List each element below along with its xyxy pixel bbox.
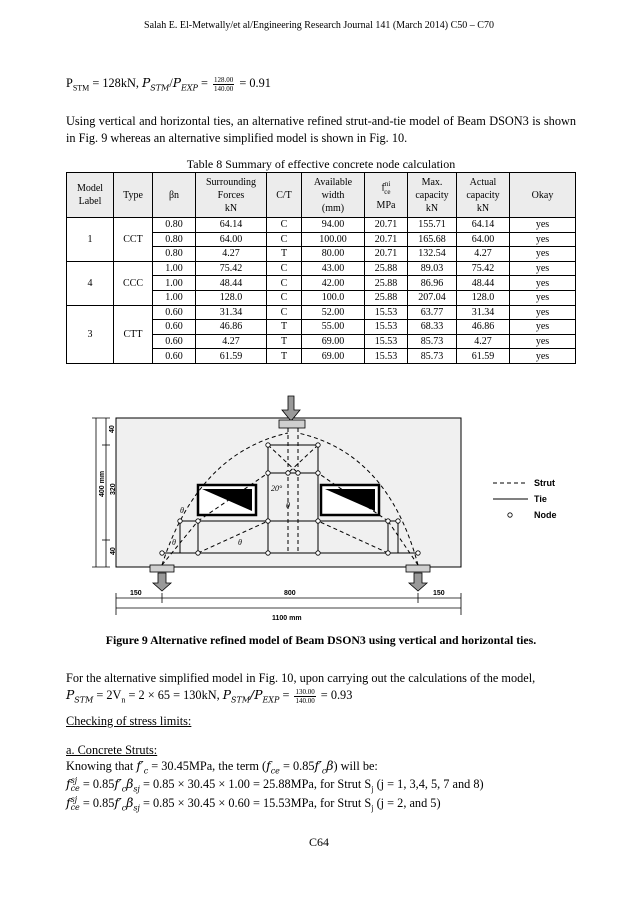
table-cell: 25.88	[365, 261, 408, 276]
svg-text:800: 800	[284, 590, 296, 597]
table-cell: 68.33	[408, 320, 457, 335]
svg-text:θ: θ	[180, 506, 184, 515]
checking-heading: Checking of stress limits:	[66, 714, 192, 728]
table-cell: 69.00	[302, 349, 365, 364]
header-max-capacity: Max. capacity kN	[408, 173, 457, 218]
table-cell: 0.60	[153, 334, 196, 349]
table-cell: 20.71	[365, 232, 408, 247]
table-cell: 55.00	[302, 320, 365, 335]
concrete-struts-heading: a. Concrete Struts:	[66, 743, 158, 757]
table-cell: 64.00	[457, 232, 510, 247]
table-cell: 4.27	[457, 334, 510, 349]
legend-tie: Tie	[534, 494, 547, 504]
paragraph-alternative-model: Using vertical and horizontal ties, an alternative refined strut-and-tie model of Beam DSON3 is shown in Fig. 9 whereas an alternative simplified model is shown in Fig. 10.	[66, 114, 576, 145]
svg-text:150: 150	[130, 590, 142, 597]
table-cell: C	[267, 232, 302, 247]
equation-fce-a: f sj ce = $0.85f'_c\beta_{sj} = 0.85 \times 30.45 \times 1.00 = 25.88MPa$, for Strut $S_j$ (j = 1, 3,4, 5, 7 and 8)	[66, 776, 484, 794]
table-cell: 25.88	[365, 290, 408, 305]
table-cell: 46.86	[457, 320, 510, 335]
header-forces: Surrounding Forces kN	[196, 173, 267, 218]
cell-type: CCC	[114, 261, 153, 305]
table-cell: C	[267, 261, 302, 276]
table-cell: 1.00	[153, 290, 196, 305]
table-cell: T	[267, 334, 302, 349]
table-row	[67, 305, 576, 320]
header-model-label: Model Label	[67, 173, 114, 218]
table-cell: 128.0	[457, 290, 510, 305]
table-cell: C	[267, 276, 302, 291]
table-cell: 4.27	[196, 247, 267, 262]
table-caption: Table 8 Summary of effective concrete node calculation	[186, 157, 456, 171]
table-cell: 89.03	[408, 261, 457, 276]
table-cell: 94.00	[302, 218, 365, 233]
table-cell: 64.14	[196, 218, 267, 233]
table-cell: 207.04	[408, 290, 457, 305]
table-cell: yes	[510, 305, 576, 320]
table-cell: T	[267, 247, 302, 262]
table-cell: 75.42	[457, 261, 510, 276]
svg-text:20°: 20°	[271, 484, 283, 493]
figure-9-strut-tie-model	[88, 393, 570, 628]
equation-fce-b: f sj ce = $0.85f'_c\beta_{sj} = 0.85 \times 30.45 \times 0.60 = 15.53MPa$, for Strut $S_j$ (j = 2, and 5)	[66, 795, 441, 813]
header-actual-capacity: Actual capacity kN	[457, 173, 510, 218]
table-cell: 64.00	[196, 232, 267, 247]
table-cell: 0.60	[153, 305, 196, 320]
svg-text:40: 40	[110, 547, 117, 555]
table-cell: 15.53	[365, 334, 408, 349]
support-arrow-right	[409, 573, 427, 591]
table-cell: 61.59	[196, 349, 267, 364]
svg-text:θ: θ	[238, 538, 242, 547]
table-cell: C	[267, 218, 302, 233]
table-cell: 0.80	[153, 247, 196, 262]
table-cell: 46.86	[196, 320, 267, 335]
table-cell: yes	[510, 349, 576, 364]
page-number: C64	[308, 835, 329, 849]
table-cell: 52.00	[302, 305, 365, 320]
legend-node: Node	[534, 510, 557, 520]
load-plate	[279, 420, 305, 428]
table-cell: 25.88	[365, 276, 408, 291]
paragraph-simplified-model: For the alternative simplified model in Fig. 10, upon carrying out the calculations of the model, $P_{STM} = 2V_n = 2 \times 65 = 130kN$, $P_{STM}/P_{EXP}$ = $\frac{130.00}{140.00}$ = 0.93	[66, 671, 536, 705]
table-cell: 4.27	[196, 334, 267, 349]
table-cell: 61.59	[457, 349, 510, 364]
svg-text:150: 150	[433, 590, 445, 597]
header-ct: C/T	[267, 173, 302, 218]
table-cell: 100.00	[302, 232, 365, 247]
table-cell: T	[267, 349, 302, 364]
table-cell: 15.53	[365, 320, 408, 335]
table-cell: 75.42	[196, 261, 267, 276]
table-cell: 85.73	[408, 334, 457, 349]
support-arrow-left	[153, 573, 171, 591]
running-head: Salah E. El-Metwally/et al/Engineering Research Journal 141 (March 2014) C50 – C70	[144, 20, 494, 31]
table-cell: yes	[510, 320, 576, 335]
svg-text:θ: θ	[172, 538, 176, 547]
svg-text:1100 mm: 1100 mm	[272, 615, 302, 622]
table-cell: C	[267, 290, 302, 305]
table-cell: yes	[510, 218, 576, 233]
table-cell: 48.44	[196, 276, 267, 291]
header-okay: Okay	[510, 173, 576, 218]
svg-text:40: 40	[109, 425, 116, 433]
svg-text:400 mm: 400 mm	[99, 470, 106, 497]
table-cell: 42.00	[302, 276, 365, 291]
table-cell: yes	[510, 261, 576, 276]
equation-pstm-ratio: $P_{STM} = 128kN$, $P_{STM}/P_{EXP}$ = $\frac{128.00}{140.00}$ = 0.91	[66, 75, 271, 93]
table-cell: 0.80	[153, 218, 196, 233]
header-fce: $f^{ni}_{ce}$ MPa	[365, 173, 408, 218]
support-plate-left	[150, 565, 174, 572]
node-calculation-table	[66, 172, 576, 364]
cell-model-label: 4	[67, 261, 114, 305]
table-cell: yes	[510, 334, 576, 349]
figure-9-caption: Figure 9 Alternative refined model of Beam DSON3 using vertical and horizontal ties.	[105, 633, 537, 647]
support-plate-right	[406, 565, 430, 572]
table-cell: 0.60	[153, 349, 196, 364]
table-cell: T	[267, 320, 302, 335]
table-cell: 63.77	[408, 305, 457, 320]
table-cell: 15.53	[365, 305, 408, 320]
cell-model-label: 1	[67, 218, 114, 262]
table-cell: yes	[510, 247, 576, 262]
table-cell: yes	[510, 276, 576, 291]
svg-text:320: 320	[110, 483, 117, 495]
table-cell: 1.00	[153, 276, 196, 291]
table-cell: 1.00	[153, 261, 196, 276]
table-cell: 85.73	[408, 349, 457, 364]
table-cell: 20.71	[365, 247, 408, 262]
table-cell: 0.80	[153, 232, 196, 247]
header-beta: βn	[153, 173, 196, 218]
table-cell: 31.34	[196, 305, 267, 320]
table-cell: 64.14	[457, 218, 510, 233]
cell-type: CTT	[114, 305, 153, 363]
table-cell: 132.54	[408, 247, 457, 262]
load-arrow	[282, 396, 300, 421]
table-cell: 20.71	[365, 218, 408, 233]
cell-type: CCT	[114, 218, 153, 262]
table-cell: 80.00	[302, 247, 365, 262]
table-row	[67, 218, 576, 233]
legend-strut: Strut	[534, 478, 555, 488]
table-cell: 15.53	[365, 349, 408, 364]
table-row	[67, 261, 576, 276]
header-type: Type	[114, 173, 153, 218]
table-cell: 165.68	[408, 232, 457, 247]
table-cell: yes	[510, 290, 576, 305]
table-cell: yes	[510, 232, 576, 247]
table-cell: 43.00	[302, 261, 365, 276]
table-cell: 86.96	[408, 276, 457, 291]
table-cell: 31.34	[457, 305, 510, 320]
table-cell: 128.0	[196, 290, 267, 305]
svg-text:θ: θ	[286, 501, 290, 510]
header-width: Available width (mm)	[302, 173, 365, 218]
table-cell: 4.27	[457, 247, 510, 262]
table-cell: 69.00	[302, 334, 365, 349]
cell-model-label: 3	[67, 305, 114, 363]
figure-legend	[493, 478, 557, 520]
table-cell: 48.44	[457, 276, 510, 291]
table-cell: 155.71	[408, 218, 457, 233]
table-cell: 100.0	[302, 290, 365, 305]
table-cell: 0.60	[153, 320, 196, 335]
table-cell: C	[267, 305, 302, 320]
knowing-sentence: Knowing that $f'_c = 30.45MPa$, the term $(f_{ce} = 0.85f'_c\beta)$ will be:	[66, 759, 378, 776]
